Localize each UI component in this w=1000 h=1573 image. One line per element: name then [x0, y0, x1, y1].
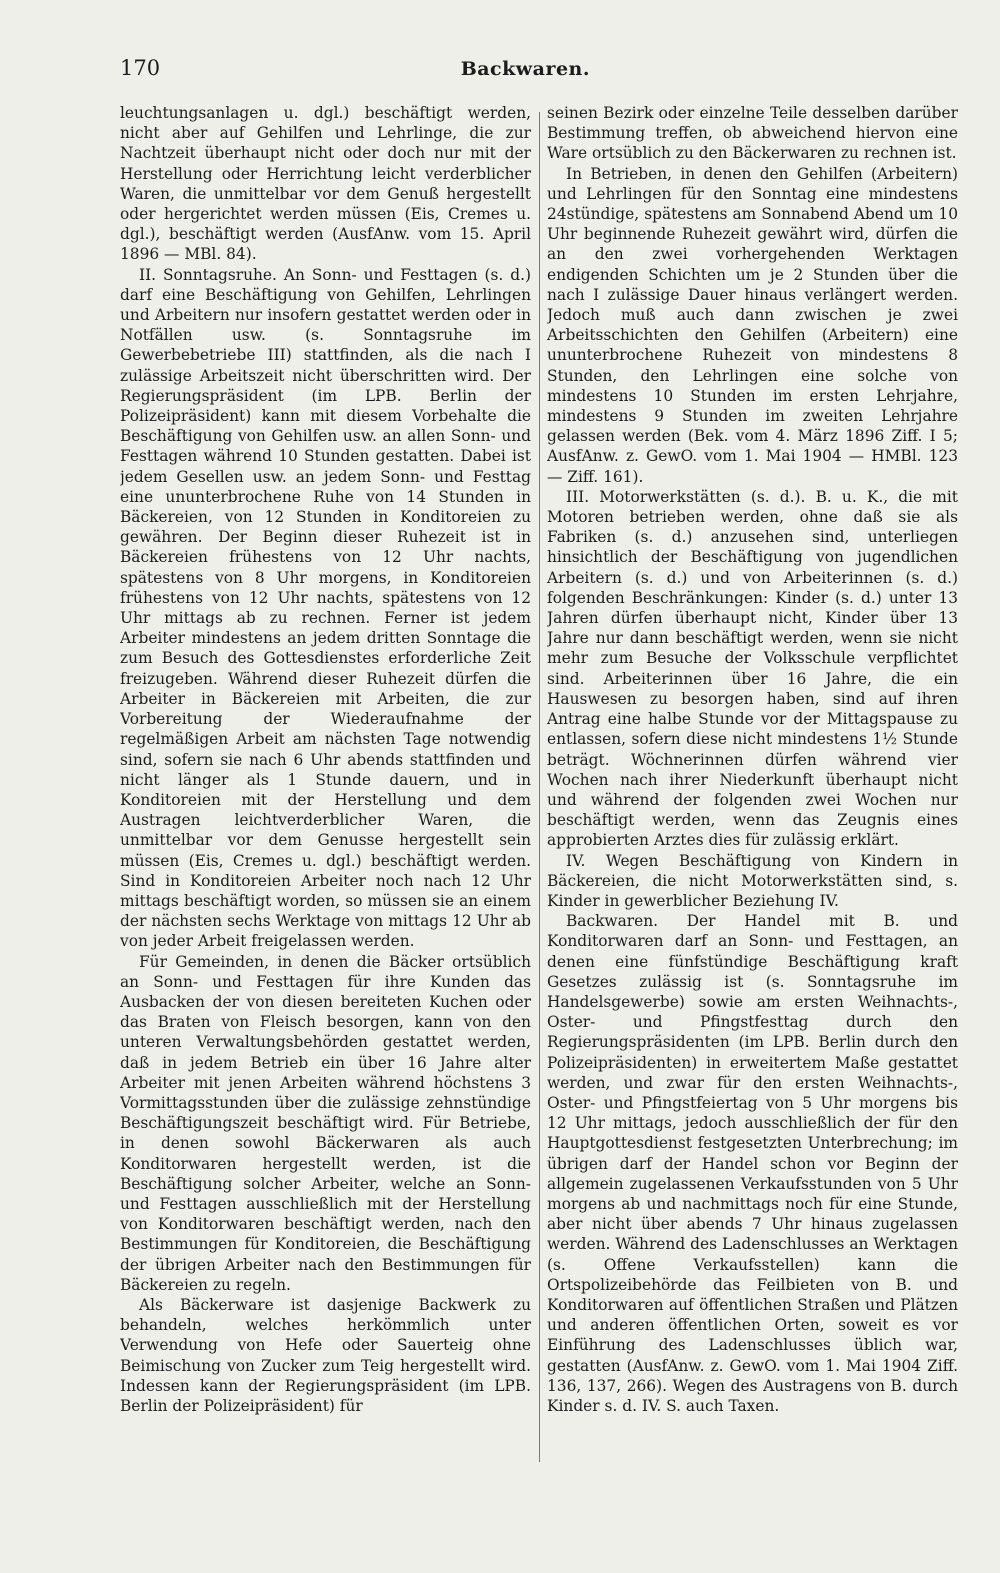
left-column — [120, 103, 531, 1513]
paragraph: IV. Wegen Beschäftigung von Kindern in Bäckereien, die nicht Motorwerkstätten sind, s. Kinder in gewerblicher Beziehung IV. — [547, 851, 958, 910]
paragraph: Als Bäckerware ist dasjenige Backwerk zu behandeln, welches herkömmlich unter Verwendung von Hefe oder Sauerteig ohne Beimischung von Zucker zum Teig hergestellt wird. Indessen kann der Regierungspräsident (im LPB. Berlin der Polizeipräsident) für — [120, 1295, 531, 1415]
right-column — [547, 103, 958, 1513]
paragraph: Backwaren. Der Handel mit B. und Konditorwaren darf an Sonn- und Festtagen, an denen eine fünfstündige Beschäftigung kraft Gesetzes zulässig ist (s. Sonntagsruhe im Handelsgewerbe) sowie am ersten Weihnachts-, Oster- und Pfingstfesttag durch den Regierungspräsidenten (im LPB. Berlin durch den Polizeipräsidenten) in erweitertem Maße gestattet werden, und zwar für den ersten Weihnachts-, Oster- und Pfingstfeiertag von 5 Uhr morgens bis 12 Uhr mittags, jedoch ausschließlich der für den Hauptgottesdienst festgesetzten Unterbrechung; im übrigen darf der Handel schon vor Beginn der allgemein zugelassenen Verkaufsstunden von 5 Uhr morgens ab und nachmittags noch für eine Stunde, aber nicht über abends 7 Uhr hinaus zugelassen werden. Während des Ladenschlusses an Werktagen (s. Offene Verkaufsstellen) kann die Ortspolizeibehörde das Feilbieten von B. und Konditorwaren auf öffentlichen Straßen und Plätzen und anderen öffentlichen Orten, soweit es vor Einführung des Ladenschlusses üblich war, gestatten (AusfAnw. z. GewO. vom 1. Mai 1904 Ziff. 136, 137, 266). Wegen des Austragens von B. durch Kinder s. d. IV. S. auch Taxen. — [547, 912, 958, 1415]
paragraph: In Betrieben, in denen den Gehilfen (Arbeitern) und Lehrlingen für den Sonntag eine mindestens 24stündige, spätestens am Sonnabend Abend um 10 Uhr beginnende Ruhezeit gewährt wird, dürfen die an den zwei vorhergehenden Werktagen endigenden Schichten um je 2 Stunden über die nach I zulässige Dauer hinaus verlängert werden. Jedoch muß auch dann zwischen je zwei Arbeitsschichten den Gehilfen (Arbeitern) eine ununterbrochene Ruhezeit von mindestens 8 Stunden, den Lehrlingen eine solche von mindestens 10 Stunden im ersten Lehrjahre, mindestens 9 Stunden im zweiten Lehrjahre gelassen werden (Bek. vom 4. März 1896 Ziff. I 5; AusfAnw. z. GewO. vom 1. Mai 1904 — HMBl. 123 — Ziff. 161). — [547, 164, 958, 486]
paragraph: seinen Bezirk oder einzelne Teile desselben darüber Bestimmung treffen, ob abweichend hiervon eine Ware ortsüblich zu den Bäckerwaren zu rechnen ist. — [547, 104, 958, 163]
page-header — [120, 56, 590, 90]
column-divider — [539, 112, 540, 1462]
running-title: Backwaren. — [460, 58, 590, 80]
paragraph: III. Motorwerkstätten (s. d.). B. u. K., die mit Motoren betrieben werden, ohne daß sie als Fabriken (s. d.) anzusehen sind, unterliegen hinsichtlich der Beschäftigung von jugendlichen Arbeitern (s. d.) und von Arbeiterinnen (s. d.) folgenden Beschränkungen: Kinder (s. d.) unter 13 Jahren dürfen überhaupt nicht, Kinder über 13 Jahre nur dann beschäftigt werden, wenn sie nicht mehr zum Besuche der Volksschule verpflichtet sind. Arbeiterinnen über 16 Jahre, die ein Hauswesen zu besorgen haben, sind auf ihren Antrag eine halbe Stunde vor der Mittagspause zu entlassen, sofern diese nicht mindestens 1½ Stunde beträgt. Wöchnerinnen dürfen während vier Wochen nach ihrer Niederkunft überhaupt nicht und während der folgenden zwei Wochen nur beschäftigt werden, wenn das Zeugnis eines approbierten Arztes dies für zulässig erklärt. — [547, 487, 958, 850]
paragraph: leuchtungsanlagen u. dgl.) beschäftigt werden, nicht aber auf Gehilfen und Lehrlinge, die zur Nachtzeit überhaupt nicht oder doch nur mit der Herstellung oder Herrichtung leicht verderblicher Waren, die unmittelbar vor dem Genuß hergestellt oder hergerichtet werden müssen (Eis, Cremes u. dgl.), beschäftigt werden (AusfAnw. vom 15. April 1896 — MBl. 84). — [120, 104, 531, 264]
paragraph: II. Sonntagsruhe. An Sonn- und Festtagen (s. d.) darf eine Beschäftigung von Gehilfen, Lehrlingen und Arbeitern nur insofern gestattet werden oder in Notfällen usw. (s. Sonntagsruhe im Gewerbebetriebe III) stattfinden, als die nach I zulässige Arbeitszeit nicht überschritten wird. Der Regierungspräsident (im LPB. Berlin der Polizeipräsident) kann mit diesem Vorbehalte die Beschäftigung von Gehilfen usw. an allen Sonn- und Festtagen während 10 Stunden gestatten. Dabei ist jedem Gesellen usw. an jedem Sonn- und Festtag eine ununterbrochene Ruhe von 14 Stunden in Bäckereien, von 12 Stunden in Konditoreien zu gewähren. Der Beginn dieser Ruhezeit ist in Bäckereien frühestens von 12 Uhr nachts, spätestens von 8 Uhr morgens, in Konditoreien frühestens von 12 Uhr nachts, spätestens von 12 Uhr mittags ab zu rechnen. Ferner ist jedem Arbeiter mindestens an jedem dritten Sonntage die zum Besuch des Gottesdienstes erforderliche Zeit freizugeben. Während dieser Ruhezeit dürfen die Arbeiter in Bäckereien mit Arbeiten, die zur Vorbereitung der Wiederaufnahme der regelmäßigen Arbeit am nächsten Tage notwendig sind, sofern sie nach 6 Uhr abends stattfinden und nicht länger als 1 Stunde dauern, und in Konditoreien mit der Herstellung und dem Austragen leichtverderblicher Waren, die unmittelbar vor dem Genusse hergestellt sein müssen (Eis, Cremes u. dgl.) beschäftigt werden. Sind in Konditoreien Arbeiter noch nach 12 Uhr mittags beschäftigt worden, so müssen sie an einem der nächsten sechs Werktage von mittags 12 Uhr ab von jeder Arbeit freigelassen werden. — [120, 265, 531, 951]
paragraph: Für Gemeinden, in denen die Bäcker ortsüblich an Sonn- und Festtagen für ihre Kunden das Ausbacken der von diesen bereiteten Kuchen oder das Braten von Fleisch besorgen, kann von den unteren Verwaltungsbehörden gestattet werden, daß in jedem Betrieb ein über 16 Jahre alter Arbeiter mit jenen Arbeiten während höchstens 3 Vormittagsstunden über die zulässige zehnstündige Beschäftigungszeit beschäftigt wird. Für Betriebe, in denen sowohl Bäckerwaren als auch Konditorwaren hergestellt werden, ist die Beschäftigung solcher Arbeiter, welche an Sonn- und Festtagen ausschließlich mit der Herstellung von Konditorwaren beschäftigt werden, nach den Bestimmungen für Konditoreien, die Beschäftigung der übrigen Arbeiter nach den Bestimmungen für Bäckereien zu regeln. — [120, 952, 531, 1294]
page-number: 170 — [120, 56, 161, 80]
